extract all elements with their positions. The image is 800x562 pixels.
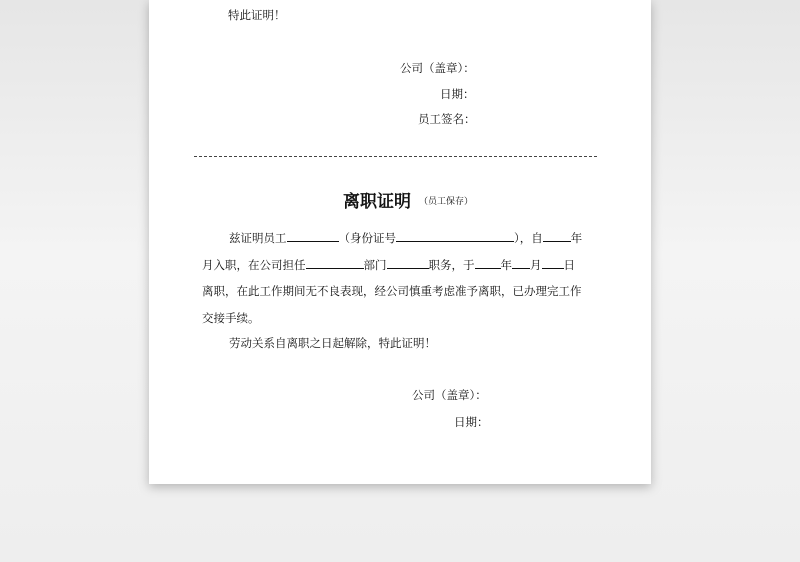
- line2-text-e: 月: [530, 258, 542, 272]
- line2-text-c: 职务，于: [428, 258, 475, 272]
- job-title-blank: [387, 258, 429, 269]
- company-seal-label-top: 公司（盖章）：: [400, 61, 475, 75]
- line1-text-c: ），自: [514, 231, 543, 245]
- line1-text-a: 兹证明员工: [229, 231, 287, 245]
- document-page: [149, 0, 651, 484]
- date-label-top: 日期：: [440, 87, 475, 101]
- employee-name-blank: [287, 231, 339, 242]
- paragraph-line-2: [202, 258, 575, 272]
- leave-day-blank: [542, 258, 564, 269]
- line2-text-a: 月入职，在公司担任: [202, 258, 306, 272]
- leave-year-blank: [475, 258, 501, 269]
- employee-signature-label: 员工签名：: [418, 112, 476, 126]
- certificate-title: 离职证明: [343, 192, 411, 212]
- paragraph-line-3: 离职，在此工作期间无不良表现，经公司慎重考虑准予离职，已办理完工作: [202, 284, 582, 298]
- certificate-subtitle: （员工保存）: [419, 197, 474, 207]
- id-number-blank: [396, 231, 514, 242]
- company-seal-label: 公司（盖章）：: [412, 388, 487, 402]
- paragraph-line-5: 劳动关系自离职之日起解除，特此证明！: [229, 336, 436, 350]
- paragraph-line-4: 交接手续。: [202, 311, 260, 325]
- line2-text-b: 部门: [363, 258, 387, 272]
- start-year-blank: [543, 231, 571, 242]
- line2-text-f: 日: [563, 258, 575, 272]
- position-dept-blank: [306, 258, 364, 269]
- line1-text-b: （身份证号: [338, 231, 396, 245]
- leave-month-blank: [512, 258, 530, 269]
- certify-text-top: 特此证明！: [228, 8, 286, 22]
- paragraph-line-1: [229, 231, 582, 245]
- date-label: 日期：: [454, 415, 489, 429]
- line1-text-d: 年: [570, 231, 583, 245]
- certificate-title-block: [149, 187, 651, 212]
- cut-divider: [194, 156, 597, 157]
- line2-text-d: 年: [500, 258, 512, 272]
